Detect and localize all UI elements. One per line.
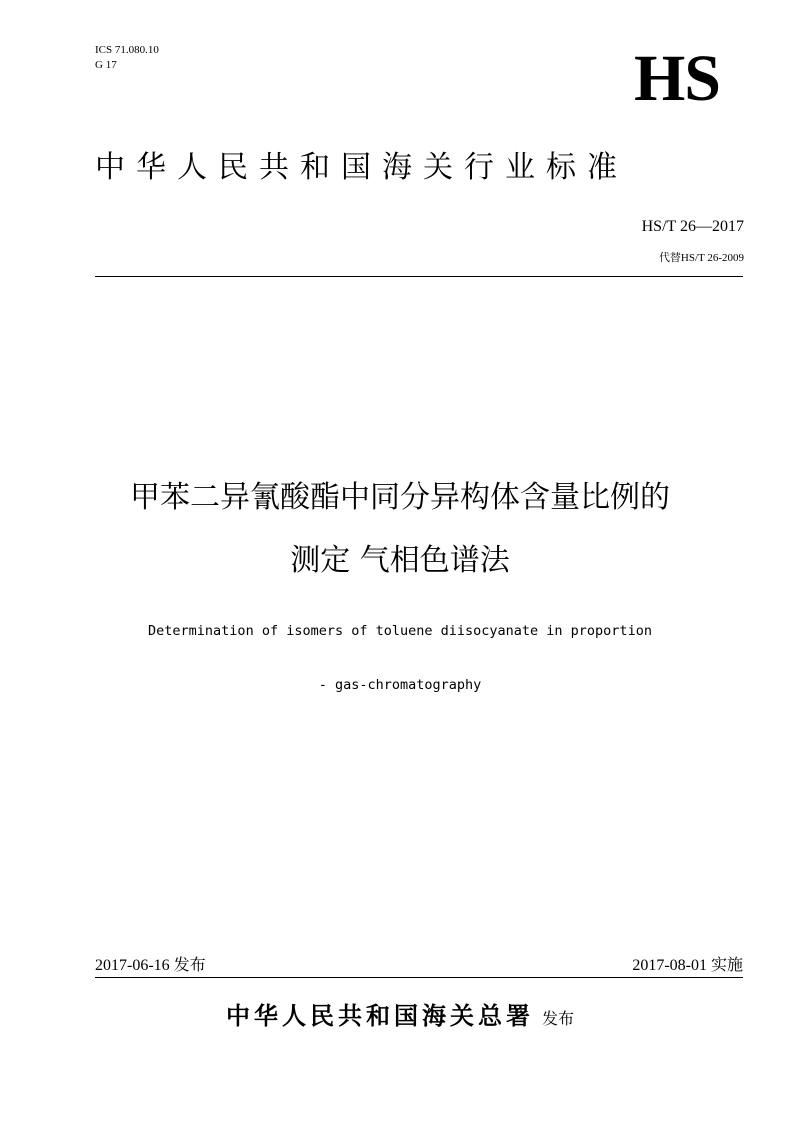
standard-category-title: 中华人民共和国海关行业标准 [95, 150, 628, 185]
issue-date: 2017-06-16 发布 [95, 957, 206, 974]
classification-codes [95, 43, 159, 73]
ics-code: ICS 71.080.10 [95, 44, 159, 56]
replaces-note: 代替HS/T 26-2009 [658, 252, 744, 264]
publisher-org: 中华人民共和国海关总署 [225, 1002, 534, 1030]
ccs-code: G 17 [95, 59, 117, 71]
footer-divider [95, 977, 743, 978]
document-title-en-line2: - gas-chromatography [318, 677, 482, 693]
publisher-line [0, 1000, 800, 1035]
standard-code: HS/T 26—2017 [641, 218, 744, 235]
document-title-en-line1: Determination of isomers of toluene diisocyanate in proportion [148, 623, 652, 639]
hs-logo: HS [633, 42, 720, 115]
header-divider [95, 276, 743, 277]
document-title-cn-line1: 甲苯二异氰酸酯中同分异构体含量比例的 [130, 480, 670, 515]
implementation-date: 2017-08-01 实施 [632, 957, 743, 974]
document-title-cn-line2: 测定 气相色谱法 [290, 543, 510, 578]
publisher-action: 发布 [541, 1009, 574, 1028]
